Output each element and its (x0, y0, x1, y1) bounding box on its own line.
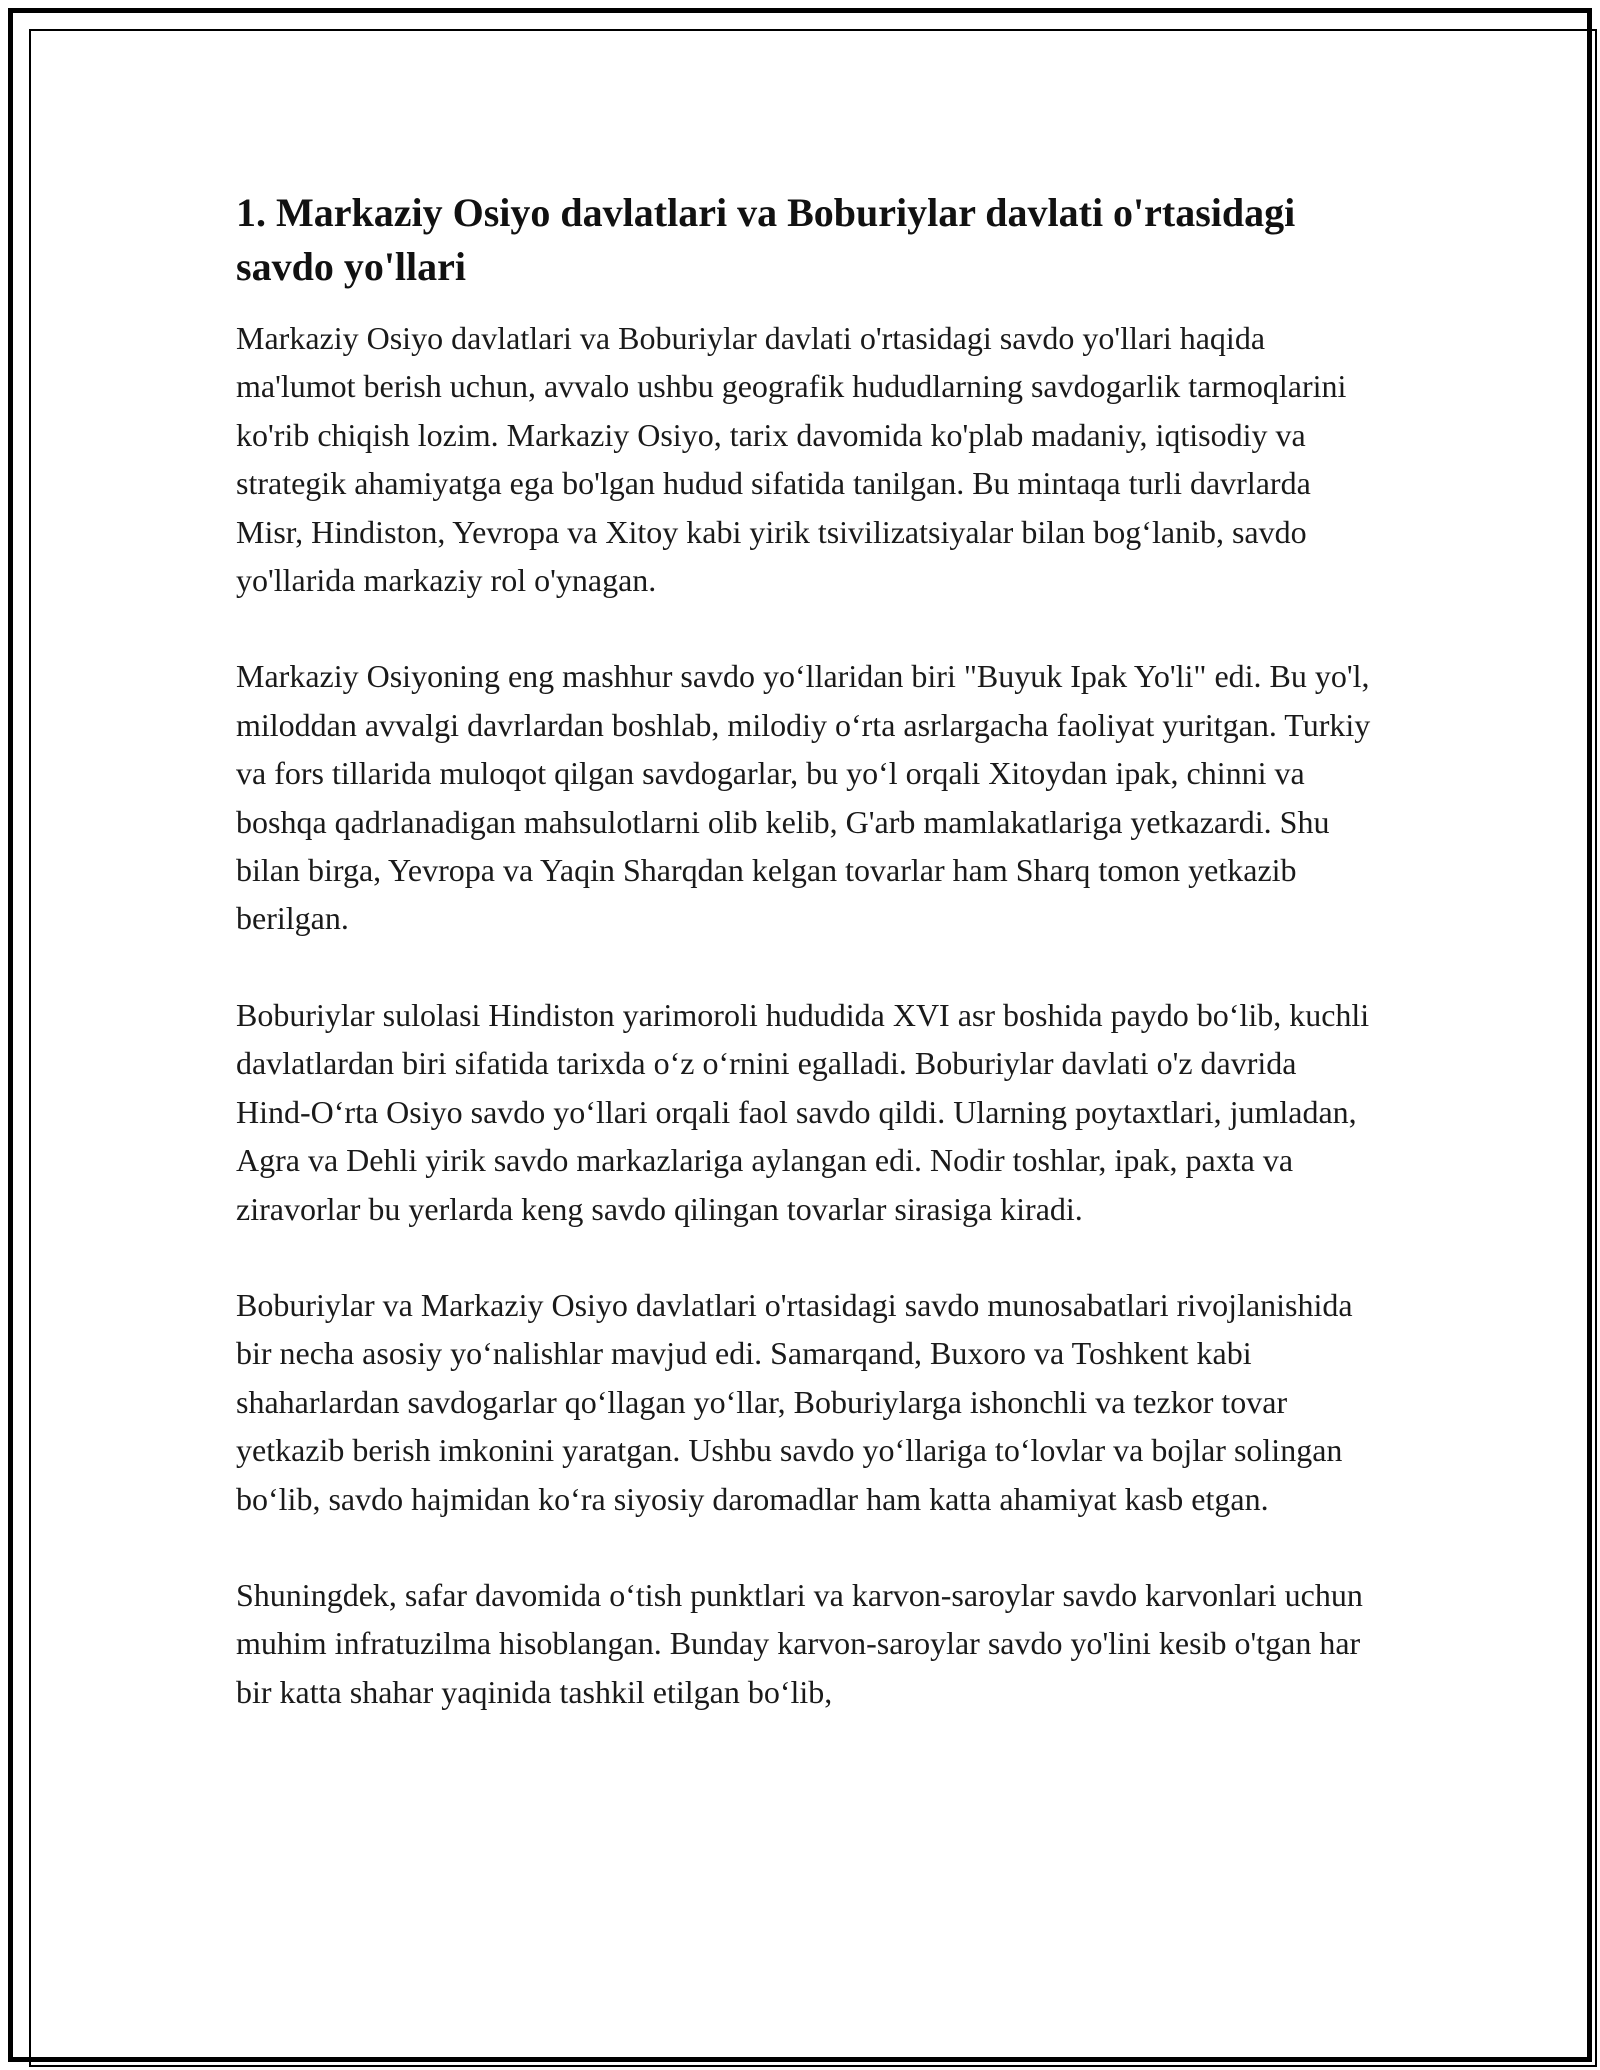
paragraph-3: Boburiylar sulolasi Hindiston yarimoroli hududida XVI asr boshida paydo bo‘lib, kuchli davlatlardan biri sifatida tarixda o‘z o‘rnini egalladi. Boburiylar davlati o'z davrida Hind-O‘rta Osiyo savdo yo‘llari orqali faol savdo qildi. Ularning poytaxtlari, jumladan, Agra va Dehli yirik savdo markazlariga aylangan edi. Nodir toshlar, ipak, paxta va ziravorlar bu yerlarda keng savdo qilingan tovarlar sirasiga kiradi. (236, 996, 1370, 1227)
document-body (236, 186, 1376, 1764)
section-heading: 1. Markaziy Osiyo davlatlari va Boburiylar davlati o'rtasidagi savdo yo'llari (236, 190, 1296, 289)
paragraph-2: Markaziy Osiyoning eng mashhur savdo yo‘llaridan biri "Buyuk Ipak Yo'li" edi. Bu yo'l, miloddan avvalgi davrlardan boshlab, milodiy o‘rta asrlargacha faoliyat yuritgan. Turkiy va fors tillarida muloqot qilgan savdogarlar, bu yo‘l orqali Xitoydan ipak, chinni va boshqa qadrlanadigan mahsulotlarni olib kelib, G'arb mamlakatlariga yetkazardi. Shu bilan birga, Yevropa va Yaqin Sharqdan kelgan tovarlar ham Sharq tomon yetkazib berilgan. (236, 658, 1371, 937)
paragraph-5: Shuningdek, safar davomida o‘tish punktlari va karvon-saroylar savdo karvonlari uchun muhim infratuzilma hisoblangan. Bunday karvon-saroylar savdo yo'lini kesib o'tgan har bir katta shahar yaqinida tashkil etilgan bo‘lib, (236, 1576, 1363, 1710)
paragraph-1: Markaziy Osiyo davlatlari va Boburiylar davlati o'rtasidagi savdo yo'llari haqida ma'lumot berish uchun, avvalo ushbu geografik hududlarning savdogarlik tarmoqlarini ko'rib chiqish lozim. Markaziy Osiyo, tarix davomida ko'plab madaniy, iqtisodiy va strategik ahamiyatga ega bo'lgan hudud sifatida tanilgan. Bu mintaqa turli davrlarda Misr, Hindiston, Yevropa va Xitoy kabi yirik tsivilizatsiyalar bilan bog‘lanib, savdo yo'llarida markaziy rol o'ynagan. (236, 320, 1347, 599)
paragraph-4: Boburiylar va Markaziy Osiyo davlatlari o'rtasidagi savdo munosabatlari rivojlanishida bir necha asosiy yo‘nalishlar mavjud edi. Samarqand, Buxoro va Toshkent kabi shaharlardan savdogarlar qo‘llagan yo‘llar, Boburiylarga ishonchli va tezkor tovar yetkazib berish imkonini yaratgan. Ushbu savdo yo‘llariga to‘lovlar va bojlar solingan bo‘lib, savdo hajmidan ko‘ra siyosiy daromadlar ham katta ahamiyat kasb etgan. (236, 1286, 1353, 1517)
